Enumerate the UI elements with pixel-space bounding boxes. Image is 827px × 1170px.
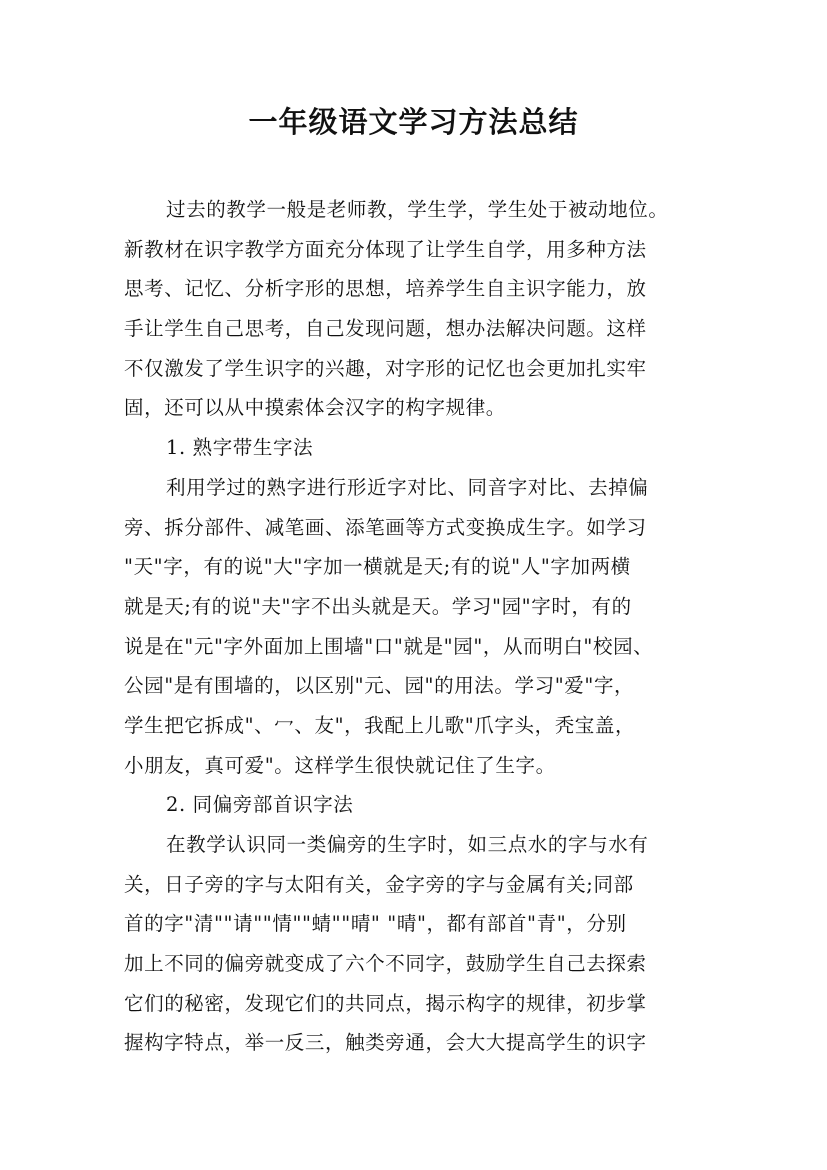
document-title: 一年级语文学习方法总结 [248, 105, 579, 139]
paragraph-line: 学生把它拆成"、冖、友"，我配上儿歌"爪字头，秃宝盖， [124, 713, 636, 737]
paragraph-line: 就是天;有的说"夫"字不出头就是天。学习"园"字时，有的 [124, 594, 632, 618]
paragraph-line: 小朋友，真可爱"。这样学生很快就记住了生字。 [124, 753, 556, 777]
paragraph-line: 新教材在识字教学方面充分体现了让学生自学，用多种方法 [124, 237, 647, 261]
paragraph-line: 固，还可以从中摸索体会汉字的构字规律。 [124, 396, 506, 420]
paragraph-line: 握构字特点，举一反三，触类旁通，会大大提高学生的识字 [124, 1031, 647, 1055]
paragraph-line: 不仅激发了学生识字的兴趣，对字形的记忆也会更加扎实牢 [124, 356, 647, 380]
section-heading: 2. 同偏旁部首识字法 [166, 793, 354, 817]
paragraph-line: 它们的秘密，发现它们的共同点，揭示构字的规律，初步掌 [124, 991, 647, 1015]
paragraph-line: 利用学过的熟字进行形近字对比、同音字对比、去掉偏 [166, 475, 649, 499]
paragraph-line: 思考、记忆、分析字形的思想，培养学生自主识字能力，放 [124, 277, 647, 301]
paragraph-line: 旁、拆分部件、减笔画、添笔画等方式变换成生字。如学习 [124, 515, 647, 539]
paragraph-line: 说是在"元"字外面加上围墙"口"就是"园"，从而明白"校园、 [124, 634, 654, 658]
paragraph-line: 公园"是有围墙的，以区别"元、园"的用法。学习"爱"字， [124, 674, 635, 698]
paragraph-line: 在教学认识同一类偏旁的生字时，如三点水的字与水有 [166, 833, 649, 856]
paragraph-line: 过去的教学一般是老师教，学生学，学生处于被动地位。 [166, 198, 669, 221]
paragraph-line: 首的字"清""请""情""蜻""晴" "晴"，都有部首"青"，分别 [124, 912, 627, 936]
paragraph-line: 加上不同的偏旁就变成了六个不同字，鼓励学生自己去探索 [124, 952, 647, 976]
section-heading: 1. 熟字带生字法 [166, 436, 314, 460]
paragraph-line: "天"字，有的说"大"字加一横就是天;有的说"人"字加两横 [124, 555, 631, 579]
paragraph-line: 关，日子旁的字与太阳有关，金字旁的字与金属有关;同部 [124, 872, 634, 896]
paragraph-line: 手让学生自己思考，自己发现问题，想办法解决问题。这样 [124, 317, 647, 341]
document-body [124, 190, 716, 1063]
